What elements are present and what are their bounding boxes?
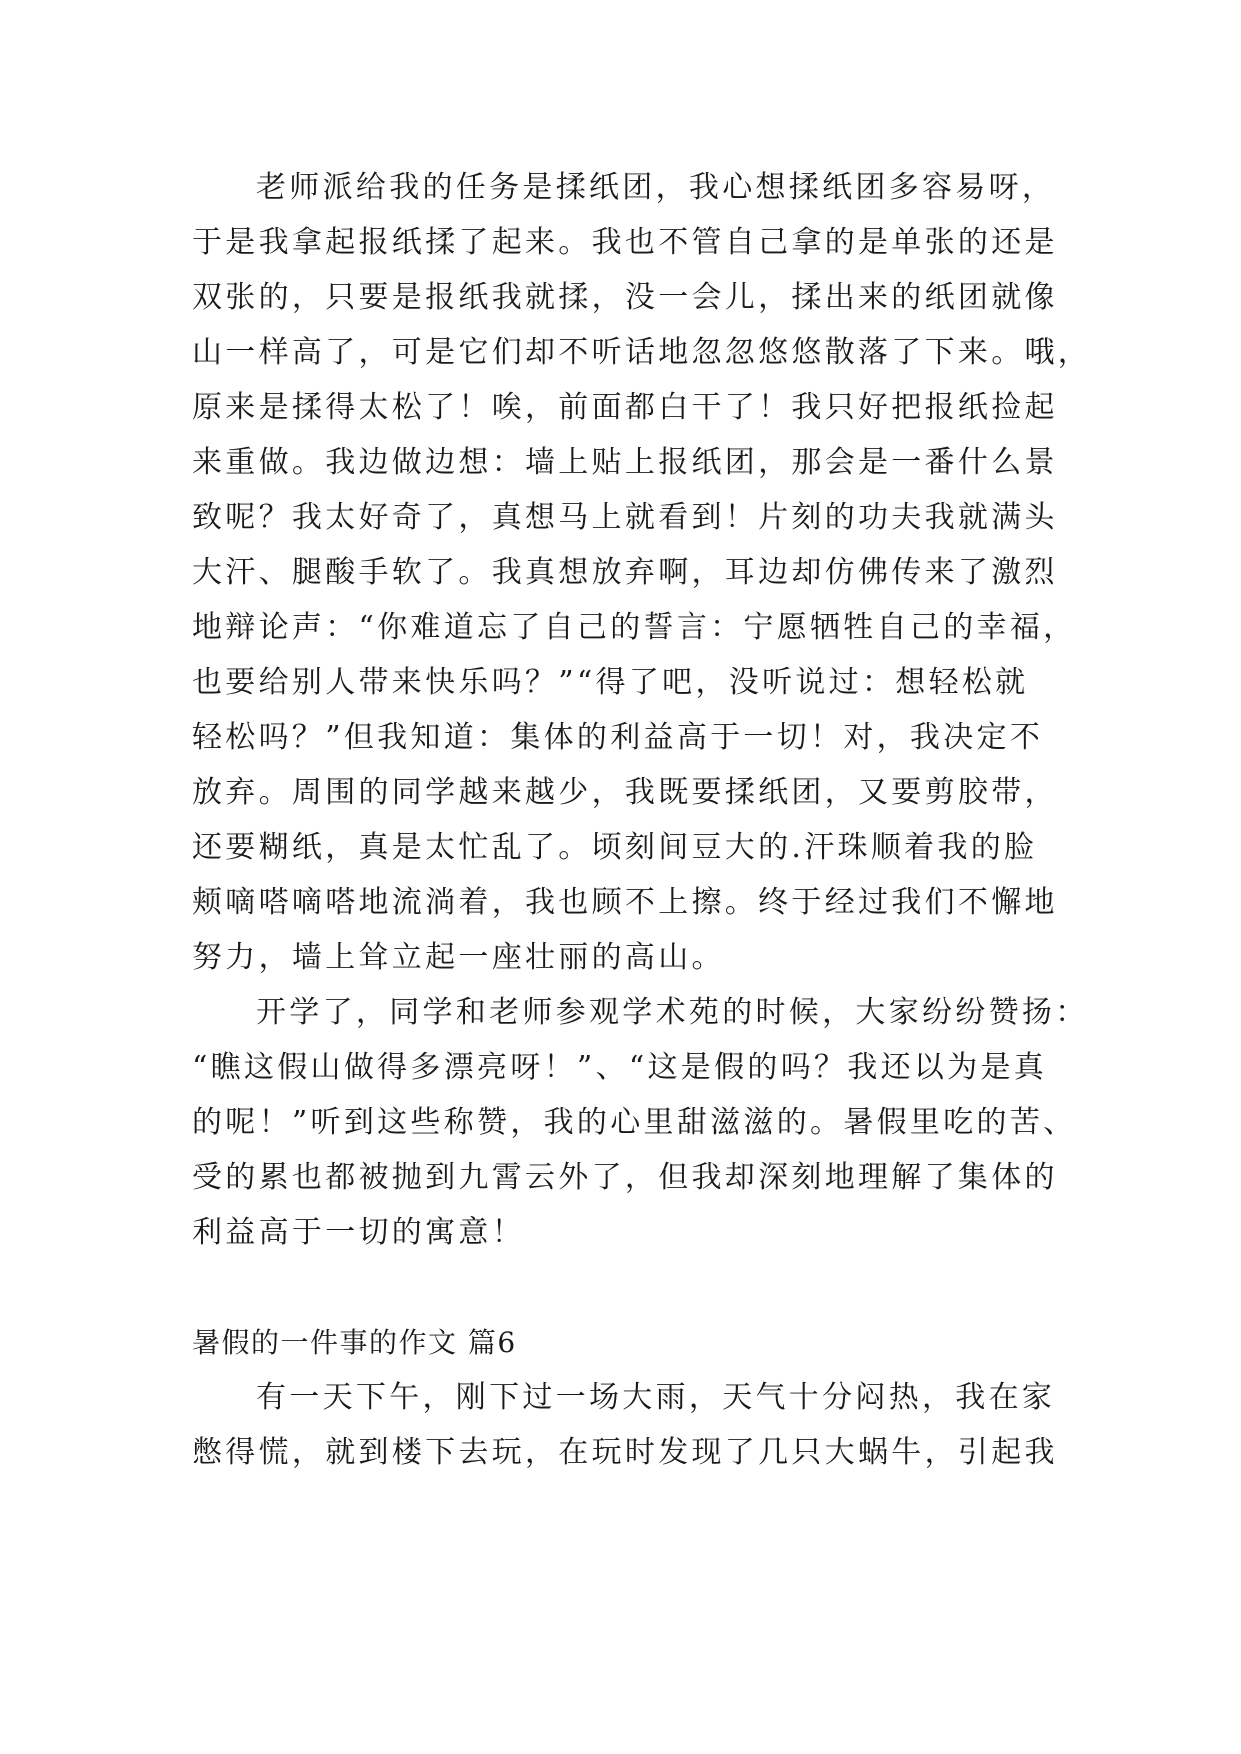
paragraph-line: 憋得慌，就到楼下去玩，在玩时发现了几只大蜗牛，引起我 (192, 1435, 1058, 1470)
paragraph-line: “瞧这假山做得多漂亮呀！”、“这是假的吗？我还以为是真 (192, 1050, 1048, 1085)
paragraph-line: 轻松吗？”但我知道：集体的利益高于一切！对，我决定不 (192, 720, 1044, 755)
document-body (192, 160, 1092, 1480)
paragraph-line: 地辩论声：“你难道忘了自己的誓言：宁愿牺牲自己的幸福， (192, 610, 1077, 645)
paragraph-line: 的呢！”听到这些称赞，我的心里甜滋滋的。暑假里吃的苦、 (192, 1105, 1077, 1140)
paragraph-2 (192, 985, 1089, 1260)
paragraph-line: 于是我拿起报纸揉了起来。我也不管自己拿的是单张的还是 (192, 225, 1058, 260)
paragraph-line: 利益高于一切的寓意！ (192, 1215, 525, 1250)
paragraph-3 (192, 1370, 1072, 1480)
paragraph-line: 努力，墙上耸立起一座壮丽的高山。 (192, 940, 725, 975)
paragraph-line: 开学了，同学和老师参观学术苑的时候，大家纷纷赞扬： (256, 995, 1089, 1030)
paragraph-line: 山一样高了，可是它们却不听话地忽忽悠悠散落了下来。哦， (192, 335, 1092, 370)
paragraph-line: 原来是揉得太松了！唉，前面都白干了！我只好把报纸捡起 (192, 390, 1058, 425)
paragraph-line: 老师派给我的任务是揉纸团，我心想揉纸团多容易呀， (256, 170, 1056, 205)
section-spacer (192, 1260, 1072, 1315)
paragraph-line: 双张的，只要是报纸我就揉，没一会儿，揉出来的纸团就像 (192, 280, 1058, 315)
paragraph-line: 颊嘀嗒嘀嗒地流淌着，我也顾不上擦。终于经过我们不懈地 (192, 885, 1058, 920)
paragraph-line: 还要糊纸，真是太忙乱了。顷刻间豆大的.汗珠顺着我的脸 (192, 830, 1038, 865)
paragraph-line: 受的累也都被抛到九霄云外了，但我却深刻地理解了集体的 (192, 1160, 1058, 1195)
paragraph-line: 大汗、腿酸手软了。我真想放弃啊，耳边却仿佛传来了激烈 (192, 555, 1058, 590)
paragraph-line: 来重做。我边做边想：墙上贴上报纸团，那会是一番什么景 (192, 445, 1058, 480)
paragraph-line: 也要给别人带来快乐吗？”“得了吧，没听说过：想轻松就 (192, 665, 1029, 700)
paragraph-line: 有一天下午，刚下过一场大雨，天气十分闷热，我在家 (256, 1380, 1056, 1415)
paragraph-1 (192, 160, 1092, 985)
paragraph-line: 放弃。周围的同学越来越少，我既要揉纸团，又要剪胶带， (192, 775, 1058, 810)
section-heading: 暑假的一件事的作文 篇6 (192, 1326, 517, 1359)
paragraph-line: 致呢？我太好奇了，真想马上就看到！片刻的功夫我就满头 (192, 500, 1058, 535)
